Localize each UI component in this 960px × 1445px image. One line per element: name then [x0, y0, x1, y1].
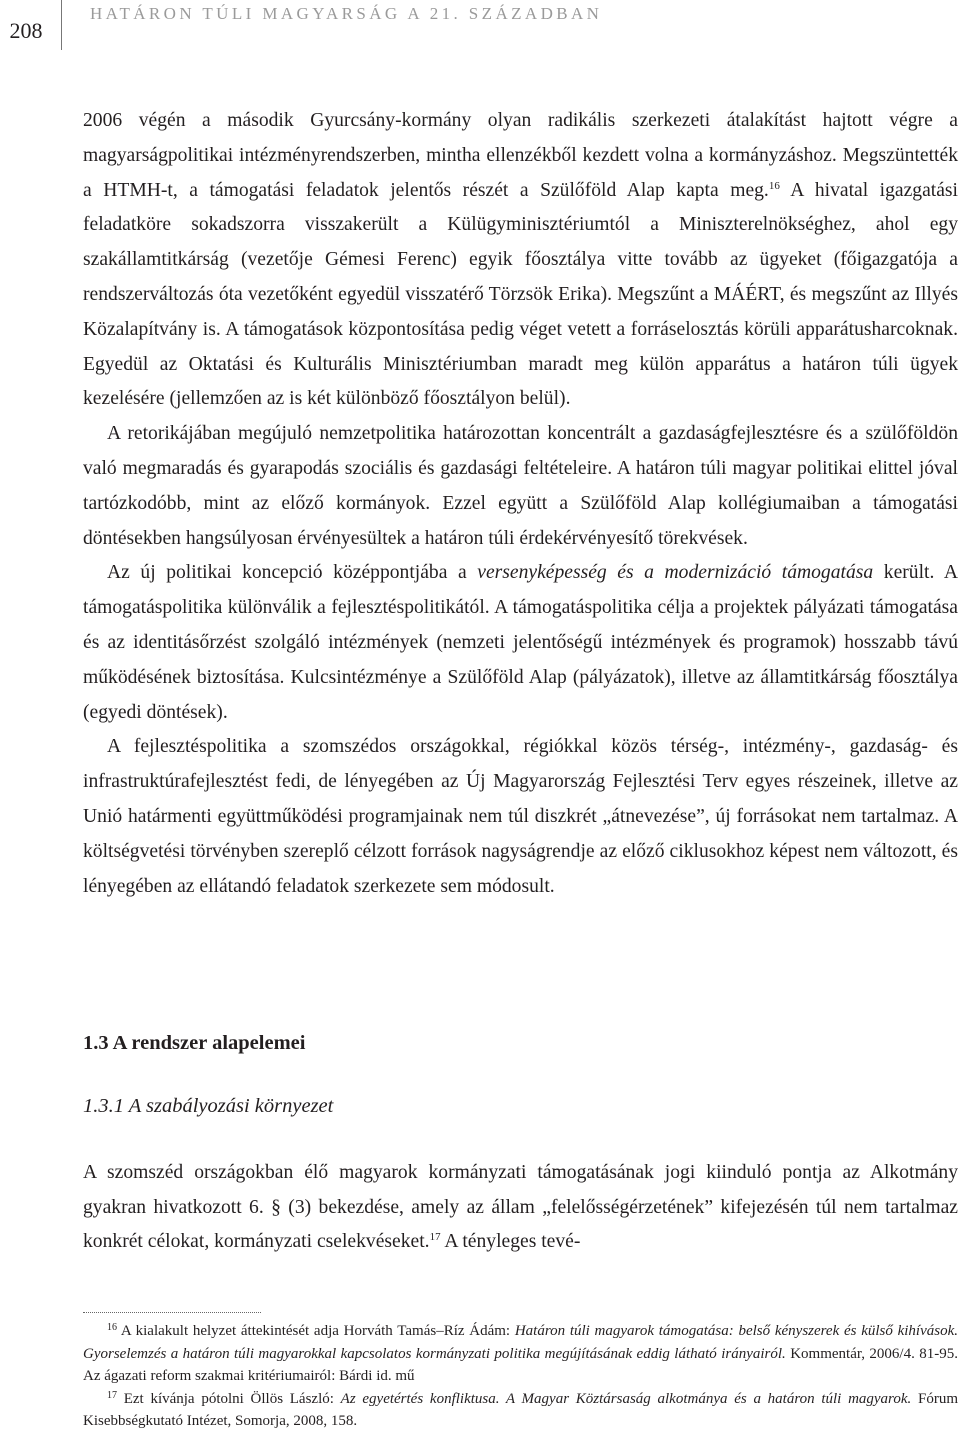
- paragraph: [83, 104, 958, 417]
- page-number: 208: [9, 18, 43, 43]
- footnote-text: Ezt kívánja pótolni Öllös László:: [117, 1390, 341, 1407]
- main-text: [83, 104, 958, 904]
- footnote: [83, 1388, 958, 1433]
- footnote-title: Az egyetértés konfliktusa. A Magyar Köztársaság alkotmánya és a határon túli magyarok.: [340, 1390, 912, 1407]
- paragraph-text: A hivatal igazgatási feladatköre sokadszorra visszakerült a Külügyminisztériumtól a Miniszterelnökséghez, ahol egy szakállamtitkárság (vezetője Gémesi Ferenc) egyik főosztálya vitte tovább az ügyeket (főigazgatója a rendszerváltozás óta vezetőként egyedül visszatérő Törzsök Erika). Megszűnt a MÁÉRT, és megszűnt az Illyés Közalapítvány is. A támogatások központosítása pedig véget vetett a forráselosztás körüli apparátusharcoknak. Egyedül az Oktatási és Kulturális Minisztériumban maradt meg külön apparátus a határon túli ügyek kezelésére (jellemzően az is két különböző főosztályon belül).: [83, 179, 958, 410]
- emphasis-text: versenyképesség és a modernizáció támogatása: [477, 562, 874, 584]
- paragraph: [83, 556, 958, 730]
- paragraph: A retorikájában megújuló nemzetpolitika határozottan koncentrált a gazdaságfejlesztésre és a szülőföldön való megmaradás és gyarapodás szociális és gazdasági feltételeire. A határon túli magyar politikai elittel jóval tartózkodóbb, mint az előző kormányok. Ezzel együtt a Szülőföld Alap kollégiumaiban a támogatási döntésekben hangsúlyosan érvényesültek a határon túli érdekérvényesítő törekvések.: [83, 423, 958, 549]
- paragraph-text: A tényleges tevé-: [440, 1231, 581, 1253]
- footnote-number: 17: [107, 1389, 117, 1401]
- main-text-continued: [83, 1156, 958, 1260]
- footnote-ref: 17: [429, 1231, 441, 1244]
- subsection-heading: 1.3.1 A szabályozási környezet: [83, 1095, 334, 1117]
- footnote-text: Kommentár, 2006/4. 81-95. Az ágazati reform szakmai kritériumairól: Bárdi id. mű: [83, 1345, 958, 1384]
- paragraph-text: Az új politikai koncepció középpontjába a: [107, 562, 478, 584]
- footnote-ref: 16: [768, 179, 780, 192]
- footnote-title: Határon túli magyarok támogatása: belső kényszerek és külső kihívások. Gyorselemzés a határon túli magyarokkal kapcsolatos kormányzati politika megújításának eddig látható irányairól.: [83, 1323, 958, 1362]
- footnote-text: A kialakult helyzet áttekintését adja Horváth Tamás–Ríz Ádám:: [117, 1323, 515, 1339]
- section-heading: 1.3 A rendszer alapelemei: [83, 1032, 306, 1054]
- footnote: [83, 1320, 958, 1388]
- paragraph: A fejlesztéspolitika a szomszédos országokkal, régiókkal közös térség-, intézmény-, gazdaság- és infrastruktúrafejlesztést fedi, de lényegében az Új Magyarország Fejlesztési Terv egyes részeinek, illetve az Unió határmenti együttműködési programjainak nem túl diszkrét „átnevezése”, új forrásokat nem tartalmaz. A költségvetési törvényben szereplő célzott források nagyságrendje az előző ciklusokhoz képest nem változott, és lényegében az ellátandó feladatok szerkezete sem módosult.: [83, 736, 958, 897]
- footnote-text: Fórum Kisebbségkutató Intézet, Somorja, 2008, 158.: [83, 1390, 958, 1429]
- paragraph-text: A szomszéd országokban élő magyarok kormányzati támogatásának jogi kiinduló pontja az Alkotmány gyakran hivatkozott 6. § (3) bekezdése, amely az állam „felelősségérzetének” kifejezésén túl nem tartalmaz konkrét célokat, kormányzati cselekvéseket.: [83, 1162, 958, 1253]
- paragraph-text: 2006 végén a második Gyurcsány-kormány olyan radikális szerkezeti átalakítást hajtott végre a magyarságpolitikai intézményrendszerben, mintha ellenzékből kezdett volna a kormányzáshoz. Megszüntették a HTMH-t, a támogatási feladatok jelentős részét a Szülőföld Alap kapta meg.: [83, 110, 958, 201]
- paragraph: [83, 1156, 958, 1260]
- running-title: HATÁRON TÚLI MAGYARSÁG A 21. SZÁZADBAN: [90, 4, 603, 23]
- footnotes: [83, 1320, 958, 1433]
- paragraph-text: került. A támogatáspolitika különválik a fejlesztéspolitikától. A támogatáspolitika célja a projektek pályázati támogatása és az identitásőrzést szolgáló intézmények (nemzeti jelentőségű intézmények és programok) hosszabb távú működésének biztosítása. Kulcsintézménye a Szülőföld Alap (pályázatok), illetve az államtitkárság főosztálya (egyedi döntések).: [83, 562, 958, 723]
- footnote-divider: [83, 1312, 261, 1313]
- footnote-number: 16: [107, 1322, 117, 1333]
- header-divider: [61, 0, 62, 50]
